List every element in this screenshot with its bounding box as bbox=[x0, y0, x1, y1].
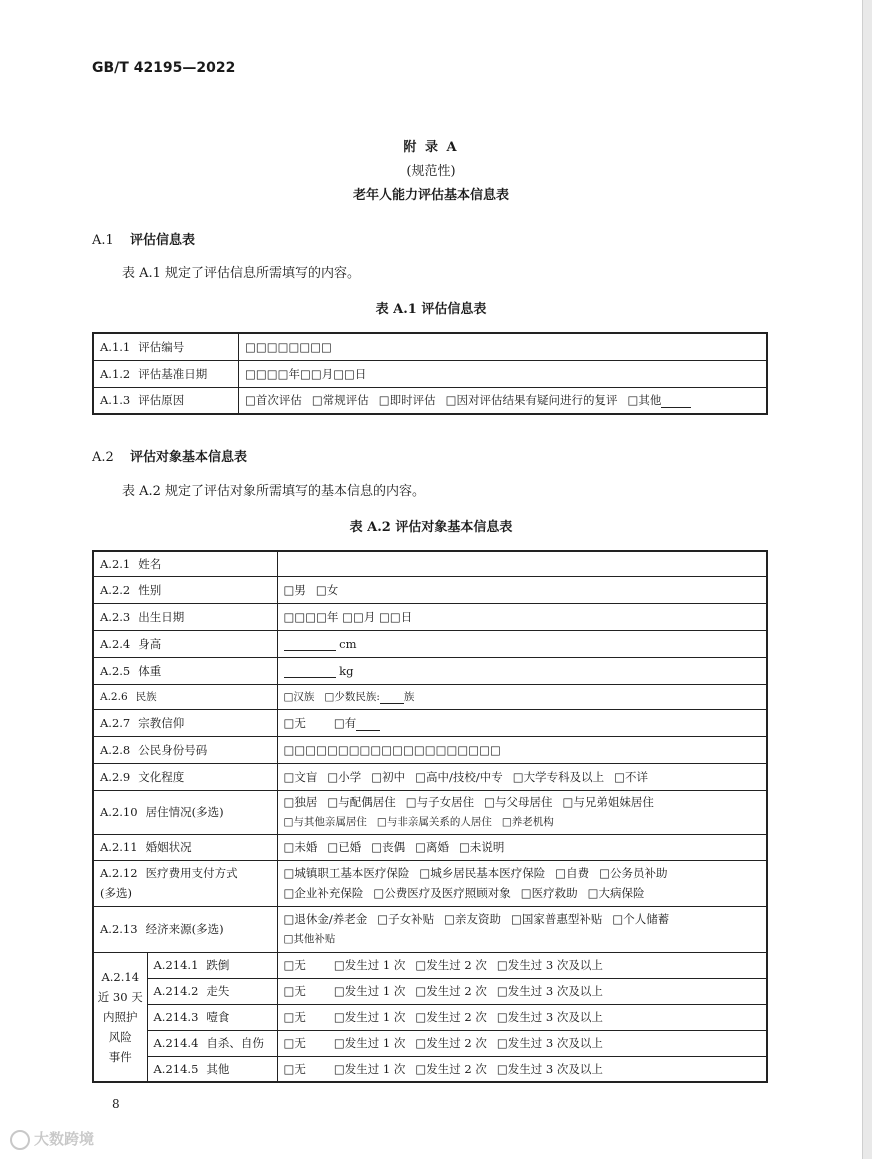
table-row bbox=[93, 333, 767, 360]
row-number: A.2.2 bbox=[100, 582, 131, 597]
risk-options bbox=[277, 1030, 767, 1056]
checkbox-option[interactable]: □养老机构 bbox=[501, 816, 554, 828]
row-label bbox=[93, 763, 277, 790]
education-options bbox=[277, 763, 767, 790]
checkbox-option[interactable]: □女 bbox=[315, 582, 339, 597]
section-title: 评估信息表 bbox=[130, 233, 196, 248]
checkbox-option[interactable]: □无 bbox=[283, 984, 306, 998]
row-number: A.1.3 bbox=[100, 393, 131, 408]
row-label bbox=[93, 576, 277, 603]
id-number-field[interactable]: □□□□□□□□□□□□□□□□□□□□ bbox=[277, 736, 767, 763]
row-label-text: 身高 bbox=[138, 636, 162, 651]
table-row bbox=[93, 684, 767, 709]
checkbox-option[interactable]: □小学 bbox=[327, 769, 362, 784]
checkbox-option[interactable]: □城乡居民基本医疗保险 bbox=[419, 866, 546, 880]
row-label-text: 出生日期 bbox=[138, 609, 185, 624]
checkbox-option[interactable]: □发生过 2 次 bbox=[415, 1010, 487, 1024]
table-row bbox=[93, 1056, 767, 1082]
row-number: A.214.4 bbox=[153, 1036, 199, 1050]
row-label bbox=[93, 387, 239, 414]
appendix-nature: (规范性) bbox=[406, 164, 456, 179]
checkbox-option[interactable]: □即时评估 bbox=[378, 393, 436, 408]
fill-blank[interactable] bbox=[661, 407, 691, 408]
sub-row-label bbox=[147, 1030, 277, 1056]
table-row bbox=[93, 387, 767, 414]
row-label-text: 经济来源(多选) bbox=[145, 922, 224, 936]
checkbox-option[interactable]: □发生过 3 次及以上 bbox=[496, 1036, 603, 1050]
checkbox-option[interactable]: □高中/技校/中专 bbox=[415, 769, 503, 784]
table-row bbox=[93, 630, 767, 657]
sub-row-label bbox=[147, 1056, 277, 1082]
fill-blank[interactable] bbox=[380, 703, 404, 704]
checkbox-option[interactable]: □企业补充保险 bbox=[283, 886, 364, 900]
row-label-text: 自杀、自伤 bbox=[206, 1036, 264, 1050]
checkbox-option[interactable]: □公务员补助 bbox=[599, 866, 668, 880]
row-number: A.2.6 bbox=[100, 691, 128, 703]
checkbox-option[interactable]: □无 bbox=[283, 1036, 306, 1050]
checkbox-option[interactable]: □发生过 1 次 bbox=[333, 958, 406, 972]
risk-events-label bbox=[93, 952, 147, 1082]
row-label-text: 其他 bbox=[206, 1061, 230, 1076]
checkbox-option[interactable]: □首次评估 bbox=[245, 393, 302, 408]
ethnicity-options bbox=[277, 684, 767, 709]
height-input[interactable] bbox=[284, 650, 336, 651]
row-label bbox=[93, 333, 239, 360]
evaluation-reason-options bbox=[239, 387, 768, 414]
appendix-subtitle: 老年人能力评估基本信息表 bbox=[352, 188, 509, 203]
row-number: A.2.1 bbox=[100, 556, 131, 571]
row-label bbox=[93, 790, 277, 834]
row-label-text: (多选) bbox=[100, 886, 132, 900]
gender-options bbox=[277, 576, 767, 603]
option-suffix: 族 bbox=[403, 691, 415, 703]
row-label-text: 民族 bbox=[135, 691, 157, 703]
row-number: A.1.1 bbox=[100, 339, 131, 354]
checkbox-option[interactable]: □离婚 bbox=[415, 840, 449, 854]
checkbox-option[interactable]: □初中 bbox=[371, 769, 406, 784]
checkbox-option[interactable]: □与子女居住 bbox=[405, 795, 475, 809]
risk-options bbox=[277, 952, 767, 978]
checkbox-option[interactable]: □发生过 3 次及以上 bbox=[496, 958, 603, 972]
appendix-title: 附 录 A bbox=[403, 140, 459, 155]
checkbox-option[interactable]: □与兄弟姐妹居住 bbox=[562, 795, 654, 809]
checkbox-option[interactable]: □医疗救助 bbox=[520, 886, 578, 900]
name-field[interactable] bbox=[277, 551, 767, 576]
religion-options bbox=[277, 709, 767, 736]
section-number: A.2 bbox=[92, 450, 114, 465]
checkbox-option[interactable]: □国家普惠型补贴 bbox=[511, 912, 603, 926]
row-number: A.214.5 bbox=[153, 1061, 199, 1076]
row-label-text: 事件 bbox=[108, 1049, 132, 1064]
checkbox-option[interactable]: □子女补贴 bbox=[377, 912, 435, 926]
row-label-text: 风险 bbox=[108, 1029, 132, 1044]
checkbox-option[interactable]: □丧偶 bbox=[371, 840, 406, 854]
section-a2-paragraph: 表 A.2 规定了评估对象所需填写的基本信息的内容。 bbox=[122, 484, 426, 499]
checkbox-option[interactable]: □发生过 3 次及以上 bbox=[496, 1010, 603, 1024]
checkbox-option[interactable]: □因对评估结果有疑问进行的复评 bbox=[445, 393, 618, 408]
row-label-text: 婚姻状况 bbox=[145, 840, 192, 854]
payment-options bbox=[277, 860, 767, 906]
row-number: A.2.13 bbox=[100, 922, 138, 936]
risk-options bbox=[277, 1056, 767, 1082]
checkbox-option[interactable]: □有 bbox=[333, 715, 357, 730]
checkbox-option[interactable]: □发生过 1 次 bbox=[333, 1036, 406, 1050]
checkbox-option[interactable]: □发生过 1 次 bbox=[333, 1061, 406, 1076]
table-row bbox=[93, 1030, 767, 1056]
checkbox-option[interactable]: □无 bbox=[283, 1061, 306, 1076]
checkbox-option[interactable]: □发生过 2 次 bbox=[415, 984, 487, 998]
table-row bbox=[93, 763, 767, 790]
table-row bbox=[93, 834, 767, 860]
row-label-text: 姓名 bbox=[138, 556, 162, 571]
row-label bbox=[93, 360, 239, 387]
income-options bbox=[277, 906, 767, 952]
checkbox-option[interactable]: □其他 bbox=[627, 393, 662, 408]
row-label bbox=[93, 834, 277, 860]
row-label bbox=[93, 551, 277, 576]
checkbox-option[interactable]: □男 bbox=[283, 582, 306, 597]
checkbox-option[interactable]: □城镇职工基本医疗保险 bbox=[283, 866, 410, 880]
checkbox-option[interactable]: □无 bbox=[283, 1010, 306, 1024]
table-row bbox=[93, 576, 767, 603]
table-row bbox=[93, 978, 767, 1004]
watermark-logo-icon bbox=[10, 1130, 30, 1150]
sub-row-label bbox=[147, 952, 277, 978]
checkbox-option[interactable]: □常规评估 bbox=[311, 393, 369, 408]
table-a2-caption: 表 A.2 评估对象基本信息表 bbox=[349, 520, 513, 535]
section-number: A.1 bbox=[92, 233, 114, 248]
checkbox-option[interactable]: □与父母居住 bbox=[484, 795, 553, 809]
table-row bbox=[93, 906, 767, 952]
checkbox-option[interactable]: □不详 bbox=[614, 769, 648, 784]
row-label bbox=[93, 684, 277, 709]
sub-row-label bbox=[147, 978, 277, 1004]
row-number: A.214.3 bbox=[153, 1010, 199, 1024]
watermark-text: 大数跨境 bbox=[34, 1130, 95, 1148]
section-a1-paragraph: 表 A.1 规定了评估信息所需填写的内容。 bbox=[122, 266, 361, 281]
row-number: A.2.14 bbox=[101, 969, 140, 984]
row-number: A.2.3 bbox=[100, 609, 131, 624]
checkbox-option[interactable]: □发生过 2 次 bbox=[415, 1061, 487, 1076]
row-number: A.214.1 bbox=[153, 958, 199, 972]
row-label-text: 评估基准日期 bbox=[138, 366, 208, 381]
checkbox-option[interactable]: □汉族 bbox=[283, 691, 315, 703]
row-label bbox=[93, 906, 277, 952]
row-label bbox=[93, 736, 277, 763]
checkbox-option[interactable]: □发生过 1 次 bbox=[333, 984, 406, 998]
risk-options bbox=[277, 1004, 767, 1030]
table-a1 bbox=[92, 332, 768, 415]
checkbox-option[interactable]: □发生过 1 次 bbox=[333, 1010, 406, 1024]
row-label-text: 宗教信仰 bbox=[138, 715, 185, 730]
marital-options bbox=[277, 834, 767, 860]
table-row bbox=[93, 790, 767, 834]
row-label-text: 内照护 bbox=[103, 1009, 138, 1024]
checkbox-option[interactable]: □大病保险 bbox=[587, 886, 645, 900]
row-number: A.2.12 bbox=[100, 866, 138, 880]
row-label-text: 噎食 bbox=[206, 1010, 230, 1024]
row-label-text: 公民身份号码 bbox=[138, 742, 208, 757]
weight-field bbox=[277, 657, 767, 684]
table-row bbox=[93, 952, 767, 978]
checkbox-option[interactable]: □发生过 3 次及以上 bbox=[496, 1061, 603, 1076]
row-label-text: 跌倒 bbox=[206, 958, 230, 972]
residence-options bbox=[277, 790, 767, 834]
section-a1-heading bbox=[92, 229, 195, 248]
watermark bbox=[10, 1128, 94, 1150]
row-number: A.2.4 bbox=[100, 636, 131, 651]
checkbox-option[interactable]: □亲友资助 bbox=[444, 912, 501, 926]
row-number: A.2.7 bbox=[100, 715, 131, 730]
page-number: 8 bbox=[112, 1097, 120, 1111]
row-label bbox=[93, 657, 277, 684]
unit-label: cm bbox=[339, 636, 357, 651]
row-label-text: 性别 bbox=[138, 582, 162, 597]
checkbox-option[interactable]: □少数民族: bbox=[324, 691, 380, 703]
checkbox-option[interactable]: □发生过 2 次 bbox=[415, 958, 487, 972]
checkbox-option[interactable]: □无 bbox=[283, 715, 306, 730]
evaluation-id-field[interactable]: □□□□□□□□ bbox=[239, 333, 768, 360]
section-a2-heading bbox=[92, 446, 247, 465]
table-a2 bbox=[92, 550, 768, 1083]
row-label-text: 居住情况(多选) bbox=[145, 805, 224, 819]
birth-date-field[interactable]: □□□□年 □□月 □□日 bbox=[277, 603, 767, 630]
unit-label: kg bbox=[339, 663, 354, 678]
checkbox-option[interactable]: □与非亲属关系的人居住 bbox=[376, 816, 492, 828]
row-number: A.2.10 bbox=[100, 805, 138, 819]
fill-blank[interactable] bbox=[356, 730, 380, 731]
checkbox-option[interactable]: □其他补贴 bbox=[283, 933, 336, 945]
checkbox-option[interactable]: □退休金/养老金 bbox=[283, 912, 368, 926]
table-row bbox=[93, 657, 767, 684]
row-label-text: 近 30 天 bbox=[97, 989, 143, 1004]
section-title: 评估对象基本信息表 bbox=[130, 450, 248, 465]
checkbox-option[interactable]: □文盲 bbox=[283, 769, 318, 784]
row-label bbox=[93, 603, 277, 630]
row-number: A.1.2 bbox=[100, 366, 131, 381]
checkbox-option[interactable]: □大学专科及以上 bbox=[512, 769, 605, 784]
row-label-text: 走失 bbox=[206, 984, 230, 998]
row-label bbox=[93, 860, 277, 906]
checkbox-option[interactable]: □未婚 bbox=[283, 840, 318, 854]
row-number: A.2.5 bbox=[100, 663, 131, 678]
row-number: A.2.9 bbox=[100, 769, 131, 784]
table-a1-caption: 表 A.1 评估信息表 bbox=[375, 302, 487, 317]
row-label-text: 体重 bbox=[138, 663, 162, 678]
row-label-text: 评估编号 bbox=[138, 339, 185, 354]
row-label-text: 医疗费用支付方式 bbox=[145, 866, 238, 880]
row-label bbox=[93, 630, 277, 657]
row-number: A.2.11 bbox=[100, 840, 138, 854]
risk-options bbox=[277, 978, 767, 1004]
checkbox-option[interactable]: □独居 bbox=[283, 795, 318, 809]
row-number: A.2.8 bbox=[100, 742, 131, 757]
table-row bbox=[93, 1004, 767, 1030]
table-row bbox=[93, 551, 767, 576]
checkbox-option[interactable]: □自费 bbox=[555, 866, 590, 880]
height-field bbox=[277, 630, 767, 657]
evaluation-date-field[interactable]: □□□□年□□月□□日 bbox=[239, 360, 768, 387]
table-row bbox=[93, 736, 767, 763]
row-label-text: 文化程度 bbox=[138, 769, 185, 784]
row-label bbox=[93, 709, 277, 736]
checkbox-option[interactable]: □公费医疗及医疗照顾对象 bbox=[373, 886, 511, 900]
table-row bbox=[93, 709, 767, 736]
standard-number: GB/T 42195—2022 bbox=[92, 60, 236, 76]
checkbox-option[interactable]: □个人储蓄 bbox=[612, 912, 670, 926]
row-label-text: 评估原因 bbox=[138, 393, 185, 408]
table-row bbox=[93, 603, 767, 630]
sub-row-label bbox=[147, 1004, 277, 1030]
checkbox-option[interactable]: □与其他亲属居住 bbox=[283, 816, 367, 828]
checkbox-option[interactable]: □与配偶居住 bbox=[327, 795, 396, 809]
checkbox-option[interactable]: □未说明 bbox=[459, 840, 505, 854]
weight-input[interactable] bbox=[284, 677, 336, 678]
row-number: A.214.2 bbox=[153, 984, 199, 998]
checkbox-option[interactable]: □发生过 2 次 bbox=[415, 1036, 487, 1050]
checkbox-option[interactable]: □无 bbox=[283, 958, 306, 972]
checkbox-option[interactable]: □发生过 3 次及以上 bbox=[496, 984, 603, 998]
table-row bbox=[93, 360, 767, 387]
table-row bbox=[93, 860, 767, 906]
checkbox-option[interactable]: □已婚 bbox=[327, 840, 362, 854]
